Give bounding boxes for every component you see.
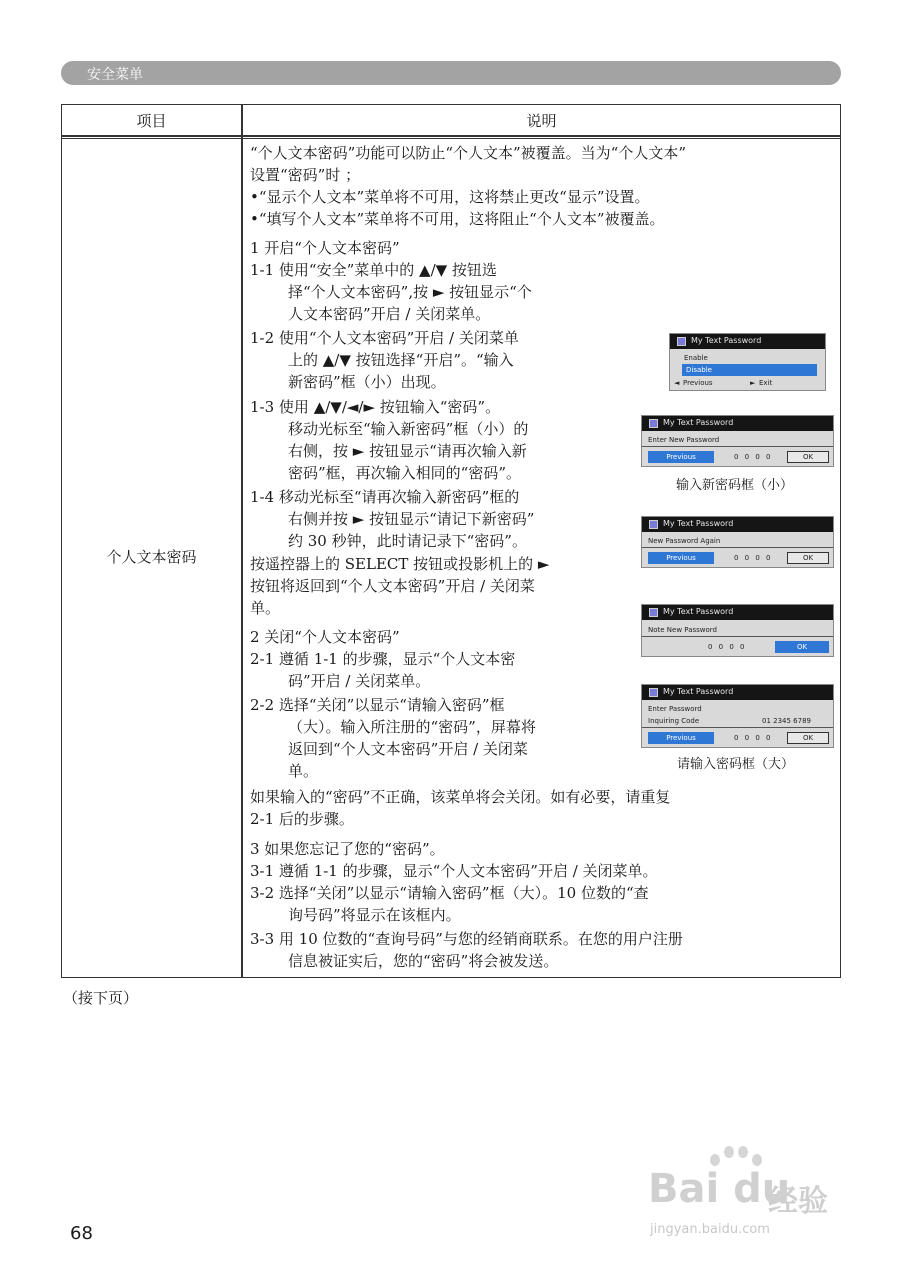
step-line: 单。 (288, 762, 319, 780)
screen-title: My Text Password (663, 607, 734, 616)
screen-body (642, 431, 833, 466)
paw-icon (752, 1154, 762, 1166)
password-digits: 0 0 0 0 (734, 734, 773, 742)
password-digits: 0 0 0 0 (734, 554, 773, 562)
watermark-cn: 经验 (768, 1184, 828, 1219)
screen-title: My Text Password (663, 687, 734, 696)
step-line: 3-1 遵循 1-1 的步骤，显示“个人文本密码”开启 / 关闭菜单。 (250, 862, 658, 880)
paw-icon (710, 1154, 720, 1166)
screen-title: My Text Password (663, 519, 734, 528)
baidu-watermark (640, 1140, 840, 1240)
projector-icon (649, 608, 658, 617)
projector-icon (649, 520, 658, 529)
continued-note: （接下页） (63, 989, 139, 1007)
screen-titlebar (670, 334, 825, 349)
header-divider (62, 135, 840, 137)
step-line: 1-4 移动光标至“请再次输入新密码”框的 (250, 488, 520, 506)
step-line: 3-3 用 10 位数的“查询号码”与您的经销商联系。在您的用户注册 (250, 930, 683, 948)
divider (642, 446, 833, 447)
step-line: 人文本密码”开启 / 关闭菜单。 (288, 305, 491, 323)
step-line: 码”开启 / 关闭菜单。 (288, 672, 431, 690)
page-number: 68 (70, 1223, 93, 1244)
header-divider-double (62, 138, 840, 139)
step-line: 信息被证实后，您的“密码”将会被发送。 (288, 952, 559, 970)
step-line: 上的 ▲/▼ 按钮选择“开启”。“输入 (288, 351, 514, 369)
screen-enter-password-large (641, 684, 834, 748)
ok-button: OK (787, 451, 829, 463)
desc-line: “个人文本密码”功能可以防止“个人文本”被覆盖。当为“个人文本” (250, 144, 687, 162)
previous-button: Previous (648, 451, 714, 463)
screen-body (642, 532, 833, 567)
field-label: New Password Again (648, 537, 721, 545)
step-line: （大）。输入所注册的“密码”，屏幕将 (288, 718, 536, 736)
field-label: Enter Password (648, 705, 702, 713)
screen-password-again (641, 516, 834, 568)
ok-button: OK (787, 732, 829, 744)
screen-titlebar (642, 517, 833, 532)
inquiring-code-value: 01 2345 6789 (762, 717, 811, 725)
menu-option-disable: Disable (682, 364, 817, 376)
step-heading: 3 如果您忘记了您的“密码”。 (250, 840, 445, 858)
step-line: 单。 (250, 599, 281, 617)
screen-titlebar (642, 605, 833, 620)
exit-label: Exit (759, 379, 773, 387)
previous-button: Previous (648, 552, 714, 564)
previous-label: Previous (683, 379, 713, 387)
step-line: 2-1 后的步骤。 (250, 810, 354, 828)
desc-line: 设置“密码”时 ； (250, 166, 361, 184)
watermark-brand: Bai du (648, 1166, 791, 1212)
screen-title: My Text Password (691, 336, 762, 345)
step-line: 择“个人文本密码”,按 ► 按钮显示“个 (288, 283, 532, 301)
right-arrow-icon: ► (750, 379, 756, 387)
password-digits: 0 0 0 0 (734, 453, 773, 461)
projector-icon (677, 337, 686, 346)
screen-body (642, 620, 833, 656)
step-line: 2-2 选择“关闭”以显示“请输入密码”框 (250, 696, 505, 714)
step-line: 2-1 遵循 1-1 的步骤，显示“个人文本密 (250, 650, 516, 668)
ok-button: OK (787, 552, 829, 564)
step-line: 约 30 秒钟，此时请记录下“密码”。 (288, 532, 527, 550)
caption-large-box: 请输入密码框（大） (677, 757, 795, 772)
step-line: 如果输入的“密码”不正确，该菜单将会关闭。如有必要，请重复 (250, 788, 671, 806)
item-name-cell: 个人文本密码 (106, 548, 197, 566)
password-digits: 0 0 0 0 (708, 643, 747, 651)
screen-body (642, 700, 833, 747)
menu-option-enable: Enable (684, 354, 708, 362)
step-line: 按钮将返回到“个人文本密码”开启 / 关闭菜 (250, 577, 535, 595)
desc-bullet: •“显示个人文本”菜单将不可用，这将禁止更改“显示”设置。 (250, 188, 650, 206)
step-line: 右侧，按 ► 按钮显示“请再次输入新 (288, 442, 527, 460)
divider (642, 727, 833, 728)
column-header-description: 说明 (526, 112, 557, 130)
paw-icon (738, 1146, 748, 1158)
divider (642, 547, 833, 548)
screen-titlebar (642, 416, 833, 431)
step-line: 1-1 使用“安全”菜单中的 ▲/▼ 按钮选 (250, 261, 497, 279)
desc-bullet: •“填写个人文本”菜单将不可用，这将阻止“个人文本”被覆盖。 (250, 210, 665, 228)
section-header-bar (61, 61, 841, 85)
field-label: Enter New Password (648, 436, 720, 444)
projector-icon (649, 688, 658, 697)
step-line: 询号码”将显示在该框内。 (288, 906, 461, 924)
column-divider (241, 105, 243, 977)
screen-enter-new-password (641, 415, 834, 467)
left-arrow-icon: ◄ (674, 379, 680, 387)
step-heading: 2 关闭“个人文本密码” (250, 628, 400, 646)
ok-button: OK (775, 641, 829, 653)
screen-title: My Text Password (663, 418, 734, 427)
step-line: 移动光标至“输入新密码”框（小）的 (288, 420, 529, 438)
step-line: 返回到“个人文本密码”开启 / 关闭菜 (288, 740, 528, 758)
step-heading: 1 开启“个人文本密码” (250, 239, 400, 257)
projector-icon (649, 419, 658, 428)
screen-body (670, 349, 825, 390)
step-line: 3-2 选择“关闭”以显示“请输入密码”框（大）。10 位数的“查 (250, 884, 649, 902)
inquiring-code-label: Inquiring Code (648, 717, 700, 725)
step-line: 按遥控器上的 SELECT 按钮或投影机上的 ► (250, 555, 550, 573)
screen-note-new-password (641, 604, 834, 657)
previous-button: Previous (648, 732, 714, 744)
caption-small-box: 输入新密码框（小） (676, 478, 794, 493)
step-line: 密码”框，再次输入相同的“密码”。 (288, 464, 522, 482)
step-line: 新密码”框（小）出现。 (288, 373, 446, 391)
step-line: 右侧并按 ► 按钮显示“请记下新密码” (288, 510, 535, 528)
screen-enable-disable-menu (669, 333, 826, 391)
column-header-item: 项目 (136, 112, 167, 130)
paw-icon (724, 1146, 734, 1158)
watermark-url: jingyan.baidu.com (650, 1222, 770, 1237)
divider (642, 636, 833, 637)
screen-titlebar (642, 685, 833, 700)
section-title: 安全菜单 (87, 67, 143, 83)
field-label: Note New Password (648, 626, 717, 634)
step-line: 1-2 使用“个人文本密码”开启 / 关闭菜单 (250, 329, 519, 347)
step-line: 1-3 使用 ▲/▼/◄/► 按钮输入“密码”。 (250, 398, 501, 416)
